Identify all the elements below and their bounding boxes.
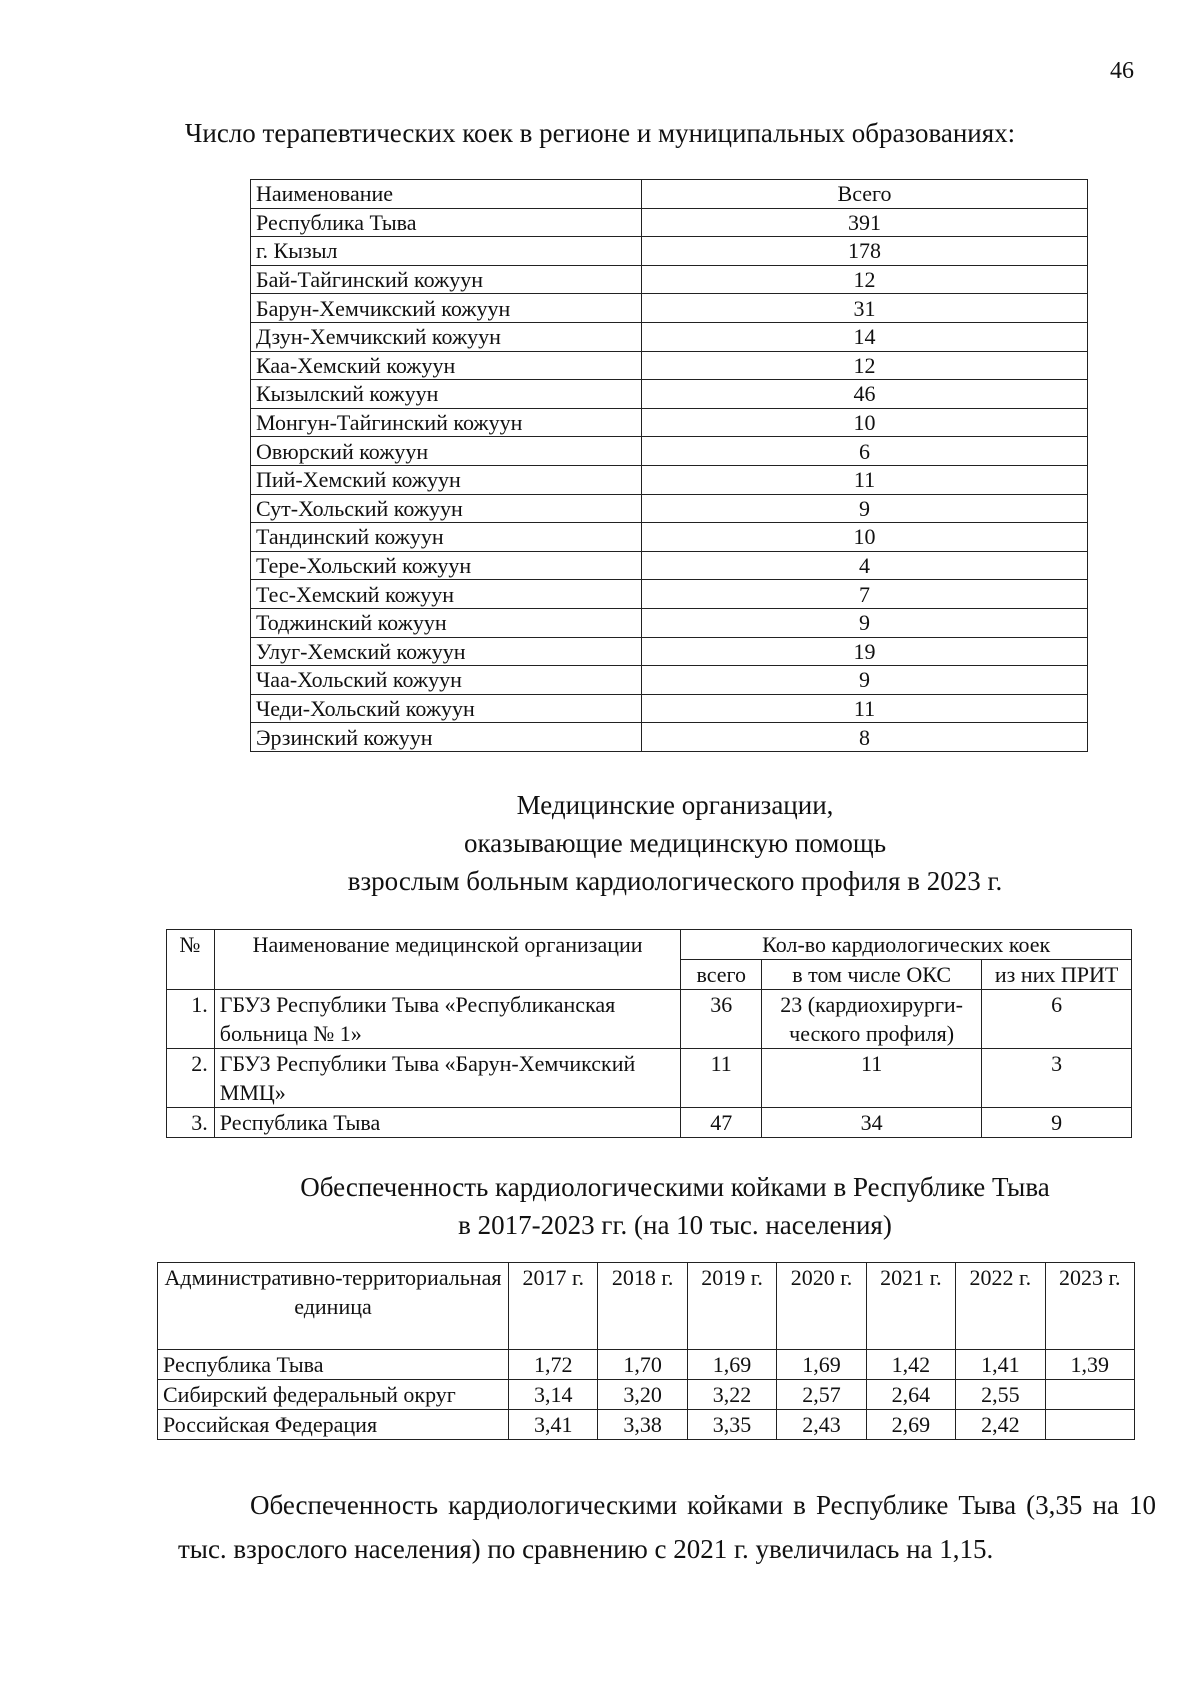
bed-count-cell: 11 [642, 694, 1088, 723]
total-beds-cell: 36 [681, 990, 762, 1049]
bed-count-cell: 8 [642, 723, 1088, 752]
table-header-row [251, 180, 1088, 209]
table-row [251, 380, 1088, 409]
section2-title-line: оказывающие медицинскую помощь [463, 828, 887, 858]
section3-title-line: Обеспеченность кардиологическими койками в Республике Тыва [300, 1172, 1050, 1202]
provision-value-cell: 2,69 [866, 1410, 955, 1440]
column-header-number: № [167, 930, 215, 990]
table-row [158, 1350, 1135, 1380]
column-header-year: 2018 г. [598, 1263, 687, 1350]
page-number: 46 [1110, 58, 1134, 84]
bed-count-cell: 31 [642, 294, 1088, 323]
provision-value-cell: 3,35 [687, 1410, 776, 1440]
prit-beds-cell: 3 [982, 1049, 1132, 1108]
territorial-unit-cell: Российская Федерация [158, 1410, 509, 1440]
bed-count-cell: 10 [642, 408, 1088, 437]
bed-count-cell: 7 [642, 580, 1088, 609]
bed-provision-table [157, 1262, 1135, 1440]
bed-count-cell: 10 [642, 523, 1088, 552]
column-header-prit: из них ПРИТ [982, 960, 1132, 990]
prit-beds-cell: 6 [982, 990, 1132, 1049]
bed-count-cell: 9 [642, 666, 1088, 695]
table-row [158, 1380, 1135, 1410]
bed-count-cell: 11 [642, 465, 1088, 494]
table-row [251, 437, 1088, 466]
table-row [251, 666, 1088, 695]
territorial-unit-cell: Сибирский федеральный округ [158, 1380, 509, 1410]
provision-value-cell: 3,22 [687, 1380, 776, 1410]
conclusion-paragraph [178, 1483, 1156, 1571]
row-number-cell: 2. [167, 1049, 215, 1108]
prit-beds-cell: 9 [982, 1108, 1132, 1138]
region-name-cell: Каа-Хемский кожуун [251, 351, 642, 380]
table-row [251, 694, 1088, 723]
bed-count-cell: 12 [642, 265, 1088, 294]
row-number-cell: 1. [167, 990, 215, 1049]
cardiology-organizations-table [166, 929, 1132, 1138]
region-name-cell: Сут-Хольский кожуун [251, 494, 642, 523]
table-row [251, 523, 1088, 552]
table-row [251, 351, 1088, 380]
bed-count-cell: 4 [642, 551, 1088, 580]
section2-title-line: взрослым больным кардиологического профиля в 2023 г. [347, 866, 1003, 896]
region-name-cell: Барун-Хемчикский кожуун [251, 294, 642, 323]
table-row [251, 237, 1088, 266]
region-name-cell: Тес-Хемский кожуун [251, 580, 642, 609]
provision-value-cell [1045, 1380, 1134, 1410]
bed-count-cell: 46 [642, 380, 1088, 409]
table-row [158, 1410, 1135, 1440]
table-row [251, 322, 1088, 351]
section2-title-line: Медицинские организации, [516, 790, 834, 820]
table-row [251, 294, 1088, 323]
table-row [167, 1108, 1132, 1138]
region-name-cell: Пий-Хемский кожуун [251, 465, 642, 494]
oks-beds-cell: 23 (кардиохирурги-ческого профиля) [762, 990, 982, 1049]
organization-cell: ГБУЗ Республики Тыва «Республиканская больница № 1» [214, 990, 681, 1049]
provision-value-cell: 1,39 [1045, 1350, 1134, 1380]
region-name-cell: Дзун-Хемчикский кожуун [251, 322, 642, 351]
bed-count-cell: 9 [642, 608, 1088, 637]
table-row [167, 1049, 1132, 1108]
table-header-row [167, 930, 1132, 960]
provision-value-cell: 2,57 [777, 1380, 866, 1410]
table-row [251, 580, 1088, 609]
region-name-cell: Улуг-Хемский кожуун [251, 637, 642, 666]
provision-value-cell: 2,64 [866, 1380, 955, 1410]
organization-cell: ГБУЗ Республики Тыва «Барун-Хемчикский ММЦ» [214, 1049, 681, 1108]
column-header-total: Всего [642, 180, 1088, 209]
provision-value-cell: 1,42 [866, 1350, 955, 1380]
total-beds-cell: 11 [681, 1049, 762, 1108]
column-header-year: 2021 г. [866, 1263, 955, 1350]
column-header-year: 2017 г. [509, 1263, 598, 1350]
column-header-year: 2023 г. [1045, 1263, 1134, 1350]
region-name-cell: Тере-Хольский кожуун [251, 551, 642, 580]
bed-count-cell: 391 [642, 208, 1088, 237]
section2-title [0, 786, 1200, 900]
table-row [167, 990, 1132, 1049]
oks-beds-cell: 11 [762, 1049, 982, 1108]
column-header-year: 2019 г. [687, 1263, 776, 1350]
table-row [251, 265, 1088, 294]
provision-value-cell: 2,55 [956, 1380, 1045, 1410]
provision-value-cell: 3,14 [509, 1380, 598, 1410]
row-number-cell: 3. [167, 1108, 215, 1138]
region-name-cell: Чаа-Хольский кожуун [251, 666, 642, 695]
region-name-cell: Овюрский кожуун [251, 437, 642, 466]
region-name-cell: Кызылский кожуун [251, 380, 642, 409]
provision-value-cell [1045, 1410, 1134, 1440]
table-row [251, 208, 1088, 237]
total-beds-cell: 47 [681, 1108, 762, 1138]
section1-title: Число терапевтических коек в регионе и муниципальных образованиях: [184, 118, 1016, 148]
section3-title-line: в 2017-2023 гг. (на 10 тыс. населения) [458, 1210, 892, 1240]
territorial-unit-cell: Республика Тыва [158, 1350, 509, 1380]
table-row [251, 723, 1088, 752]
conclusion-text: Обеспеченность кардиологическими койками в Республике Тыва (3,35 на 10 тыс. взрослого населения) по сравнению с 2021 г. увеличилась на 1,15. [178, 1490, 1156, 1564]
bed-count-cell: 9 [642, 494, 1088, 523]
table-row [251, 408, 1088, 437]
bed-count-cell: 178 [642, 237, 1088, 266]
provision-value-cell: 3,41 [509, 1410, 598, 1440]
table-row [251, 608, 1088, 637]
region-name-cell: Эрзинский кожуун [251, 723, 642, 752]
provision-value-cell: 3,38 [598, 1410, 687, 1440]
therapeutic-beds-table [250, 179, 1088, 752]
region-name-cell: Монгун-Тайгинский кожуун [251, 408, 642, 437]
provision-value-cell: 1,41 [956, 1350, 1045, 1380]
column-header-organization: Наименование медицинской организации [214, 930, 681, 990]
column-header-bed-count: Кол-во кардиологических коек [681, 930, 1132, 960]
region-name-cell: Чеди-Хольский кожуун [251, 694, 642, 723]
column-header-oks: в том числе ОКС [762, 960, 982, 990]
table-header-row [158, 1263, 1135, 1350]
organization-cell: Республика Тыва [214, 1108, 681, 1138]
region-name-cell: г. Кызыл [251, 237, 642, 266]
provision-value-cell: 2,42 [956, 1410, 1045, 1440]
bed-count-cell: 14 [642, 322, 1088, 351]
provision-value-cell: 1,72 [509, 1350, 598, 1380]
provision-value-cell: 2,43 [777, 1410, 866, 1440]
column-header-year: 2022 г. [956, 1263, 1045, 1350]
table-row [251, 465, 1088, 494]
region-name-cell: Республика Тыва [251, 208, 642, 237]
provision-value-cell: 1,69 [687, 1350, 776, 1380]
table-row [251, 494, 1088, 523]
section3-title [0, 1168, 1200, 1244]
bed-count-cell: 6 [642, 437, 1088, 466]
oks-beds-cell: 34 [762, 1108, 982, 1138]
column-header-unit: Административно-территориальная единица [158, 1263, 509, 1350]
bed-count-cell: 12 [642, 351, 1088, 380]
bed-count-cell: 19 [642, 637, 1088, 666]
column-header-year: 2020 г. [777, 1263, 866, 1350]
region-name-cell: Тандинский кожуун [251, 523, 642, 552]
provision-value-cell: 1,70 [598, 1350, 687, 1380]
region-name-cell: Тоджинский кожуун [251, 608, 642, 637]
provision-value-cell: 3,20 [598, 1380, 687, 1410]
provision-value-cell: 1,69 [777, 1350, 866, 1380]
table-row [251, 637, 1088, 666]
table-row [251, 551, 1088, 580]
column-header-total: всего [681, 960, 762, 990]
region-name-cell: Бай-Тайгинский кожуун [251, 265, 642, 294]
column-header-name: Наименование [251, 180, 642, 209]
